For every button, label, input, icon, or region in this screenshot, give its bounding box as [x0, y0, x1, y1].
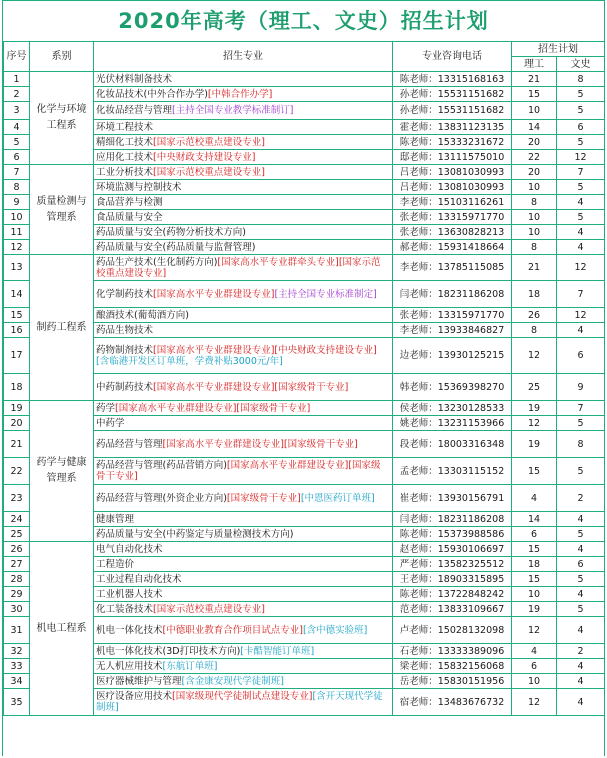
row-number: 10 [4, 210, 30, 225]
major-text: 工业过程自动化技术 [96, 573, 182, 585]
table-row [4, 617, 605, 644]
row-number: 11 [4, 225, 30, 240]
major-name [94, 240, 393, 255]
major-text: 药品经营与管理(外资企业方向) [96, 492, 227, 504]
science-quota: 14 [512, 120, 557, 135]
major-name [94, 180, 393, 195]
major-text: 健康管理 [96, 513, 135, 525]
row-number: 8 [4, 180, 30, 195]
arts-quota: 8 [557, 431, 605, 458]
major-name [94, 150, 393, 165]
table-row [4, 338, 605, 374]
row-number: 24 [4, 512, 30, 527]
major-text: 药品经营与管理(药品营销方向) [96, 460, 227, 471]
department-name: 化学与环境工程系 [30, 72, 94, 165]
major-tag: [中央财政支持建设专业] [153, 151, 256, 163]
contact-phone: 赵老师：15930106697 [393, 542, 512, 557]
row-number: 23 [4, 485, 30, 512]
contact-phone: 李老师：13785115085 [393, 255, 512, 281]
row-number: 20 [4, 416, 30, 431]
contact-phone: 张老师：13630828213 [393, 225, 512, 240]
table-header-row [4, 42, 605, 57]
major-name [94, 165, 393, 180]
arts-quota: 4 [557, 689, 605, 716]
major-text: 药品质量与安全(中药鉴定与质量检测技术方向) [96, 528, 294, 540]
department-name: 质量检测与管理系 [30, 165, 94, 255]
table-row [4, 527, 605, 542]
row-number: 30 [4, 602, 30, 617]
major-name [94, 644, 393, 659]
department-name: 制药工程系 [30, 255, 94, 401]
department-name: 药学与健康管理系 [30, 401, 94, 542]
table-row [4, 674, 605, 689]
major-tag: [国家高水平专业群建设专业][中央财政支持建设专业] [153, 344, 377, 356]
header-dept: 系别 [30, 42, 94, 72]
contact-phone: 郝老师：15931418664 [393, 240, 512, 255]
row-number: 16 [4, 323, 30, 338]
header-contact: 专业咨询电话 [393, 42, 512, 72]
arts-quota: 4 [557, 617, 605, 644]
major-name [94, 527, 393, 542]
science-quota: 12 [512, 617, 557, 644]
science-quota: 20 [512, 135, 557, 150]
table-row [4, 485, 605, 512]
header-science: 理工 [512, 57, 557, 72]
row-number: 17 [4, 338, 30, 374]
major-text: 电气自动化技术 [96, 543, 163, 555]
major-tag: [中德职业教育合作项目试点专业] [162, 624, 303, 636]
major-text: 医疗设备应用技术 [96, 691, 173, 702]
arts-quota: 5 [557, 135, 605, 150]
table-row [4, 431, 605, 458]
major-text: 机电一体化技术(3D打印技术方向) [96, 645, 241, 657]
contact-phone: 张老师：13315971770 [393, 308, 512, 323]
major-text: 精细化工技术 [96, 136, 154, 148]
arts-quota: 12 [557, 255, 605, 281]
arts-quota: 2 [557, 485, 605, 512]
table-row [4, 401, 605, 416]
arts-quota: 5 [557, 602, 605, 617]
major-text: 药品经营与管理 [96, 438, 163, 450]
major-tag: [国家高水平专业群牵头专业][国家示范校重点建设专业] [96, 256, 381, 279]
science-quota: 15 [512, 87, 557, 102]
major-name [94, 401, 393, 416]
contact-phone: 姚老师：13231153966 [393, 416, 512, 431]
contact-phone: 崔老师：13930156791 [393, 485, 512, 512]
table-row [4, 374, 605, 401]
major-text: 食品营养与检测 [96, 196, 163, 208]
major-text: 环境工程技术 [96, 121, 154, 133]
row-number: 19 [4, 401, 30, 416]
major-name [94, 135, 393, 150]
row-number: 32 [4, 644, 30, 659]
row-number: 27 [4, 557, 30, 572]
science-quota: 4 [512, 485, 557, 512]
table-row [4, 150, 605, 165]
major-name [94, 572, 393, 587]
contact-phone: 孙老师：15531151682 [393, 102, 512, 120]
science-quota: 21 [512, 72, 557, 87]
contact-phone: 侯老师：13230128533 [393, 401, 512, 416]
row-number: 22 [4, 458, 30, 485]
major-text: 医疗器械维护与管理 [96, 675, 182, 687]
science-quota: 10 [512, 674, 557, 689]
table-row [4, 689, 605, 716]
major-name [94, 308, 393, 323]
arts-quota: 5 [557, 416, 605, 431]
major-name [94, 416, 393, 431]
major-text: 酿酒技术(葡萄酒方向) [96, 309, 189, 321]
contact-phone: 韩老师：15369398270 [393, 374, 512, 401]
arts-quota: 2 [557, 644, 605, 659]
row-number: 9 [4, 195, 30, 210]
header-plan: 招生计划 [512, 42, 605, 57]
header-arts: 文史 [557, 57, 605, 72]
table-row [4, 281, 605, 308]
major-name [94, 210, 393, 225]
arts-quota: 4 [557, 587, 605, 602]
science-quota: 6 [512, 659, 557, 674]
contact-phone: 闫老师：18231186208 [393, 281, 512, 308]
row-number: 6 [4, 150, 30, 165]
contact-phone: 李老师：13933846827 [393, 323, 512, 338]
major-tag: [东航订单班] [162, 660, 218, 672]
major-name [94, 374, 393, 401]
major-tag: [国家级骨干专业] [226, 492, 301, 504]
table-body [4, 72, 605, 716]
table-row [4, 557, 605, 572]
major-name [94, 195, 393, 210]
major-text: 中药制药技术 [96, 381, 154, 393]
major-tag: [中恩医药订单班] [300, 492, 375, 504]
table-row [4, 255, 605, 281]
arts-quota: 12 [557, 308, 605, 323]
major-text: 化工装备技术 [96, 603, 154, 615]
science-quota: 25 [512, 374, 557, 401]
science-quota: 10 [512, 102, 557, 120]
contact-phone: 邸老师：13111575010 [393, 150, 512, 165]
admission-plan-table [3, 41, 605, 716]
row-number: 15 [4, 308, 30, 323]
science-quota: 21 [512, 255, 557, 281]
major-tag: [含临港开发区订单班，学费补贴3000元/年] [96, 355, 283, 367]
science-quota: 15 [512, 458, 557, 485]
row-number: 29 [4, 587, 30, 602]
contact-phone: 段老师：18003316348 [393, 431, 512, 458]
major-text: 药品生产技术(生化制药方向) [96, 256, 218, 268]
row-number: 2 [4, 87, 30, 102]
contact-phone: 宿老师：13483676732 [393, 689, 512, 716]
science-quota: 19 [512, 431, 557, 458]
major-text: 食品质量与安全 [96, 211, 163, 223]
major-name [94, 120, 393, 135]
major-name [94, 102, 393, 120]
row-number: 12 [4, 240, 30, 255]
table-row [4, 416, 605, 431]
major-text: 药物制剂技术 [96, 344, 154, 356]
major-tag: [国家级现代学徒制试点建设专业] [172, 691, 313, 702]
major-name [94, 602, 393, 617]
table-row [4, 542, 605, 557]
contact-phone: 范老师：13833109667 [393, 602, 512, 617]
table-row [4, 102, 605, 120]
row-number: 4 [4, 120, 30, 135]
major-name [94, 674, 393, 689]
arts-quota: 5 [557, 210, 605, 225]
arts-quota: 8 [557, 72, 605, 87]
major-tag: [主持全国专业教学标准制订] [172, 105, 294, 116]
major-name [94, 72, 393, 87]
table-row [4, 240, 605, 255]
major-name [94, 485, 393, 512]
science-quota: 19 [512, 602, 557, 617]
major-name [94, 225, 393, 240]
major-name [94, 587, 393, 602]
major-name [94, 87, 393, 102]
row-number: 7 [4, 165, 30, 180]
major-name [94, 617, 393, 644]
arts-quota: 4 [557, 195, 605, 210]
science-quota: 14 [512, 512, 557, 527]
major-name [94, 689, 393, 716]
row-number: 31 [4, 617, 30, 644]
contact-phone: 卢老师：15028132098 [393, 617, 512, 644]
contact-phone: 陈老师：13315168163 [393, 72, 512, 87]
science-quota: 15 [512, 542, 557, 557]
major-name [94, 512, 393, 527]
major-tag: [国家高水平专业群建设专业] [153, 288, 275, 300]
major-text: 光伏材料制备技术 [96, 73, 173, 85]
arts-quota: 4 [557, 225, 605, 240]
table-row [4, 572, 605, 587]
table-row [4, 180, 605, 195]
science-quota: 20 [512, 165, 557, 180]
arts-quota: 4 [557, 674, 605, 689]
science-quota: 8 [512, 240, 557, 255]
contact-phone: 岳老师：15830151956 [393, 674, 512, 689]
science-quota: 12 [512, 689, 557, 716]
major-text: 药学 [96, 402, 116, 414]
admission-plan-page [2, 0, 605, 756]
department-name: 机电工程系 [30, 542, 94, 716]
science-quota: 8 [512, 195, 557, 210]
contact-phone: 闫老师：18231186208 [393, 512, 512, 527]
major-tag: [国家示范校重点建设专业] [153, 603, 265, 615]
table-row [4, 659, 605, 674]
science-quota: 26 [512, 308, 557, 323]
arts-quota: 4 [557, 240, 605, 255]
row-number: 33 [4, 659, 30, 674]
major-tag: [国家示范校重点建设专业] [153, 166, 265, 178]
major-text: 机电一体化技术 [96, 624, 163, 636]
table-row [4, 602, 605, 617]
arts-quota: 7 [557, 165, 605, 180]
arts-quota: 5 [557, 180, 605, 195]
major-tag: [含开天现代学徒制班] [96, 691, 383, 713]
major-tag: [含金康安现代学徒制班] [181, 675, 284, 687]
major-text: 应用化工技术 [96, 151, 154, 163]
arts-quota: 4 [557, 542, 605, 557]
major-name [94, 431, 393, 458]
science-quota: 4 [512, 644, 557, 659]
science-quota: 12 [512, 338, 557, 374]
major-name [94, 659, 393, 674]
row-number: 5 [4, 135, 30, 150]
major-text: 药品生物技术 [96, 324, 154, 336]
major-text: 药品质量与安全(药品质量与监督管理) [96, 241, 256, 253]
table-row [4, 644, 605, 659]
science-quota: 10 [512, 587, 557, 602]
major-text: 环境监测与控制技术 [96, 181, 182, 193]
arts-quota: 5 [557, 87, 605, 102]
row-number: 35 [4, 689, 30, 716]
table-row [4, 120, 605, 135]
header-no: 序号 [4, 42, 30, 72]
arts-quota: 4 [557, 323, 605, 338]
arts-quota: 6 [557, 557, 605, 572]
major-text: 工业机器人技术 [96, 588, 163, 600]
row-number: 21 [4, 431, 30, 458]
table-row [4, 195, 605, 210]
table-row [4, 587, 605, 602]
contact-phone: 梁老师：15832156068 [393, 659, 512, 674]
row-number: 3 [4, 102, 30, 120]
major-tag: [卡酷智能订单班] [240, 645, 315, 657]
page-title: 2020年高考（理工、文史）招生计划 [118, 9, 489, 33]
arts-quota: 12 [557, 150, 605, 165]
contact-phone: 王老师：18903315895 [393, 572, 512, 587]
major-name [94, 458, 393, 485]
contact-phone: 吕老师：13081030993 [393, 180, 512, 195]
arts-quota: 6 [557, 338, 605, 374]
major-text: 无人机应用技术 [96, 660, 163, 672]
table-row [4, 210, 605, 225]
contact-phone: 吕老师：13081030993 [393, 165, 512, 180]
major-tag: [国家高水平专业群建设专业][国家级骨干专业] [153, 381, 349, 393]
table-row [4, 72, 605, 87]
contact-phone: 孟老师：13303115152 [393, 458, 512, 485]
major-tag: [主持全国专业标准制定] [274, 288, 377, 300]
table-row [4, 323, 605, 338]
arts-quota: 6 [557, 120, 605, 135]
science-quota: 12 [512, 416, 557, 431]
row-number: 34 [4, 674, 30, 689]
contact-phone: 严老师：13582325512 [393, 557, 512, 572]
row-number: 28 [4, 572, 30, 587]
major-text: 化学制药技术 [96, 288, 154, 300]
row-number: 26 [4, 542, 30, 557]
major-tag: [国家示范校重点建设专业] [153, 136, 265, 148]
major-tag: [国家高水平专业群建设专业][国家级骨干专业] [162, 438, 358, 450]
science-quota: 10 [512, 210, 557, 225]
science-quota: 8 [512, 323, 557, 338]
contact-phone: 陈老师：13722848242 [393, 587, 512, 602]
table-row [4, 225, 605, 240]
table-row [4, 458, 605, 485]
science-quota: 19 [512, 401, 557, 416]
science-quota: 18 [512, 281, 557, 308]
science-quota: 10 [512, 180, 557, 195]
table-row [4, 135, 605, 150]
major-text: 工业分析技术 [96, 166, 154, 178]
arts-quota: 4 [557, 659, 605, 674]
contact-phone: 李老师：15103116261 [393, 195, 512, 210]
table-row [4, 512, 605, 527]
table-row [4, 165, 605, 180]
major-name [94, 281, 393, 308]
arts-quota: 5 [557, 527, 605, 542]
major-text: 中药学 [96, 417, 125, 429]
major-tag: [国家高水平专业群建设专业][国家级骨干专业] [96, 460, 381, 482]
arts-quota: 5 [557, 458, 605, 485]
major-text: 药品质量与安全(药物分析技术方向) [96, 226, 246, 238]
contact-phone: 霍老师：13831123135 [393, 120, 512, 135]
major-text: 工程造价 [96, 558, 135, 570]
science-quota: 18 [512, 557, 557, 572]
science-quota: 10 [512, 225, 557, 240]
contact-phone: 陈老师：15333231672 [393, 135, 512, 150]
row-number: 25 [4, 527, 30, 542]
row-number: 1 [4, 72, 30, 87]
science-quota: 22 [512, 150, 557, 165]
row-number: 13 [4, 255, 30, 281]
row-number: 14 [4, 281, 30, 308]
table-row [4, 87, 605, 102]
science-quota: 6 [512, 527, 557, 542]
arts-quota: 7 [557, 401, 605, 416]
row-number: 18 [4, 374, 30, 401]
header-major: 招生专业 [94, 42, 393, 72]
science-quota: 15 [512, 572, 557, 587]
major-name [94, 338, 393, 374]
major-name [94, 542, 393, 557]
major-tag: [中韩合作办学] [207, 88, 273, 100]
major-name [94, 323, 393, 338]
arts-quota: 9 [557, 374, 605, 401]
table-row [4, 308, 605, 323]
major-text: 化妆品技术(中外合作办学) [96, 88, 208, 100]
major-name [94, 255, 393, 281]
contact-phone: 张老师：13315971770 [393, 210, 512, 225]
major-tag: [国家高水平专业群建设专业][国家级骨干专业] [115, 402, 311, 414]
contact-phone: 孙老师：15531151682 [393, 87, 512, 102]
contact-phone: 陈老师：15373988586 [393, 527, 512, 542]
contact-phone: 边老师：13930125215 [393, 338, 512, 374]
major-tag: [含中德实验班] [302, 624, 368, 636]
arts-quota: 4 [557, 512, 605, 527]
arts-quota: 7 [557, 281, 605, 308]
arts-quota: 5 [557, 572, 605, 587]
contact-phone: 石老师：13333389096 [393, 644, 512, 659]
major-name [94, 557, 393, 572]
major-text: 化妆品经营与管理 [96, 105, 173, 116]
arts-quota: 5 [557, 102, 605, 120]
